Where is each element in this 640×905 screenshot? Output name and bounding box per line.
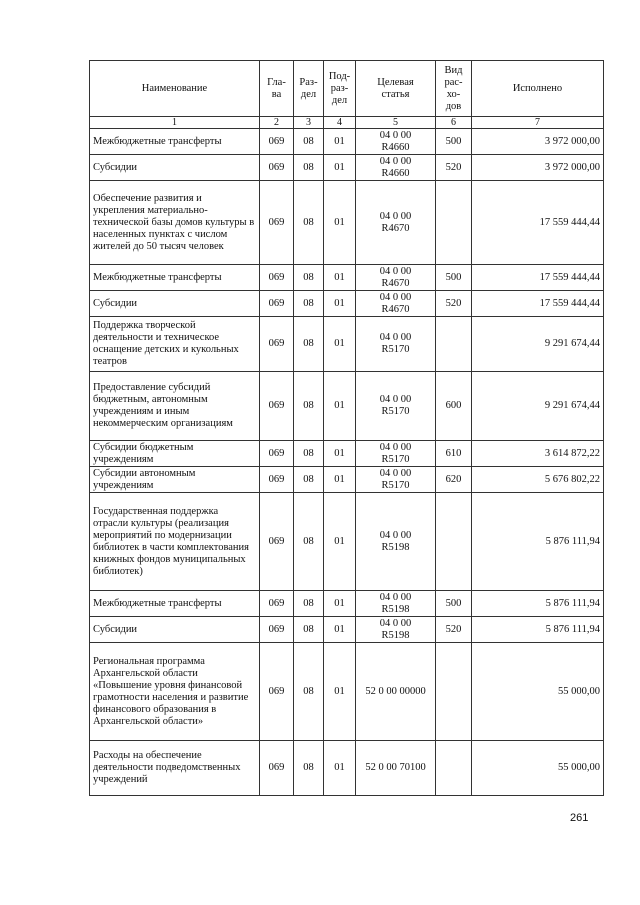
cell-vid: 500 xyxy=(436,265,472,291)
table-row xyxy=(90,372,604,441)
cell-glava: 069 xyxy=(260,265,294,291)
cell-done: 55 000,00 xyxy=(472,741,604,796)
cell-razdel: 08 xyxy=(294,467,324,493)
cell-target: 04 0 00 R5198 xyxy=(356,617,436,643)
cell-glava: 069 xyxy=(260,741,294,796)
cell-glava: 069 xyxy=(260,643,294,741)
cell-podrazdel: 01 xyxy=(324,643,356,741)
cell-vid: 500 xyxy=(436,591,472,617)
cell-done: 3 972 000,00 xyxy=(472,129,604,155)
cell-done: 5 876 111,94 xyxy=(472,493,604,591)
cell-podrazdel: 01 xyxy=(324,129,356,155)
cell-vid xyxy=(436,643,472,741)
cell-target: 52 0 00 00000 xyxy=(356,643,436,741)
cell-done: 5 676 802,22 xyxy=(472,467,604,493)
cell-done: 17 559 444,44 xyxy=(472,265,604,291)
header-name: Наименование xyxy=(90,61,260,117)
budget-table xyxy=(89,60,604,796)
index-cell: 4 xyxy=(324,117,356,129)
cell-razdel: 08 xyxy=(294,129,324,155)
cell-target: 04 0 00 R4670 xyxy=(356,265,436,291)
cell-razdel: 08 xyxy=(294,265,324,291)
cell-glava: 069 xyxy=(260,467,294,493)
cell-glava: 069 xyxy=(260,617,294,643)
cell-glava: 069 xyxy=(260,129,294,155)
cell-glava: 069 xyxy=(260,291,294,317)
cell-target: 04 0 00 R5170 xyxy=(356,317,436,372)
cell-target: 04 0 00 R5170 xyxy=(356,467,436,493)
header-done: Исполнено xyxy=(472,61,604,117)
cell-name: Субсидии бюджетным учреждениям xyxy=(90,441,260,467)
table-row xyxy=(90,265,604,291)
index-cell: 7 xyxy=(472,117,604,129)
cell-podrazdel: 01 xyxy=(324,372,356,441)
cell-razdel: 08 xyxy=(294,317,324,372)
cell-vid: 500 xyxy=(436,129,472,155)
table-row xyxy=(90,129,604,155)
index-cell: 3 xyxy=(294,117,324,129)
cell-podrazdel: 01 xyxy=(324,493,356,591)
cell-vid: 610 xyxy=(436,441,472,467)
cell-name: Обеспечение развития и укрепления материально-технической базы домов культуры в населенных пунктах с числом жителей до 50 тысяч человек xyxy=(90,181,260,265)
cell-name: Субсидии xyxy=(90,617,260,643)
table-row xyxy=(90,155,604,181)
cell-razdel: 08 xyxy=(294,493,324,591)
header-razdel: Раз- дел xyxy=(294,61,324,117)
cell-done: 17 559 444,44 xyxy=(472,291,604,317)
cell-glava: 069 xyxy=(260,372,294,441)
index-cell: 6 xyxy=(436,117,472,129)
cell-podrazdel: 01 xyxy=(324,155,356,181)
table-header xyxy=(90,61,604,129)
cell-glava: 069 xyxy=(260,155,294,181)
cell-glava: 069 xyxy=(260,441,294,467)
cell-razdel: 08 xyxy=(294,617,324,643)
cell-done: 3 972 000,00 xyxy=(472,155,604,181)
cell-razdel: 08 xyxy=(294,741,324,796)
cell-podrazdel: 01 xyxy=(324,467,356,493)
cell-vid: 520 xyxy=(436,155,472,181)
cell-podrazdel: 01 xyxy=(324,591,356,617)
cell-name: Субсидии xyxy=(90,155,260,181)
cell-name: Субсидии xyxy=(90,291,260,317)
cell-name: Межбюджетные трансферты xyxy=(90,265,260,291)
cell-razdel: 08 xyxy=(294,591,324,617)
cell-vid xyxy=(436,181,472,265)
cell-done: 9 291 674,44 xyxy=(472,317,604,372)
index-cell: 2 xyxy=(260,117,294,129)
table-row xyxy=(90,617,604,643)
cell-name: Межбюджетные трансферты xyxy=(90,591,260,617)
table-row xyxy=(90,643,604,741)
cell-name: Региональная программа Архангельской области «Повышение уровня финансовой грамотности населения и развитие финансового образования в Архангельской области» xyxy=(90,643,260,741)
cell-done: 5 876 111,94 xyxy=(472,591,604,617)
cell-razdel: 08 xyxy=(294,441,324,467)
index-cell: 5 xyxy=(356,117,436,129)
cell-podrazdel: 01 xyxy=(324,741,356,796)
cell-name: Субсидии автономным учреждениям xyxy=(90,467,260,493)
cell-target: 04 0 00 R5198 xyxy=(356,591,436,617)
cell-razdel: 08 xyxy=(294,643,324,741)
table-body xyxy=(90,129,604,796)
cell-target: 52 0 00 70100 xyxy=(356,741,436,796)
cell-glava: 069 xyxy=(260,317,294,372)
cell-vid: 620 xyxy=(436,467,472,493)
cell-glava: 069 xyxy=(260,181,294,265)
cell-razdel: 08 xyxy=(294,372,324,441)
cell-target: 04 0 00 R4660 xyxy=(356,155,436,181)
table-row xyxy=(90,741,604,796)
table-row xyxy=(90,441,604,467)
cell-vid xyxy=(436,493,472,591)
cell-name: Государственная поддержка отрасли культуры (реализация мероприятий по модернизации библиотек в части комплектования книжных фондов муниципальных библиотек) xyxy=(90,493,260,591)
cell-glava: 069 xyxy=(260,591,294,617)
cell-podrazdel: 01 xyxy=(324,317,356,372)
cell-podrazdel: 01 xyxy=(324,265,356,291)
cell-done: 9 291 674,44 xyxy=(472,372,604,441)
cell-target: 04 0 00 R5170 xyxy=(356,372,436,441)
cell-glava: 069 xyxy=(260,493,294,591)
cell-name: Предоставление субсидий бюджетным, автономным учреждениям и иным некоммерческим организациям xyxy=(90,372,260,441)
table-row xyxy=(90,317,604,372)
cell-razdel: 08 xyxy=(294,291,324,317)
cell-name: Межбюджетные трансферты xyxy=(90,129,260,155)
table-row xyxy=(90,493,604,591)
cell-vid xyxy=(436,317,472,372)
cell-razdel: 08 xyxy=(294,155,324,181)
cell-target: 04 0 00 R4670 xyxy=(356,181,436,265)
cell-vid: 600 xyxy=(436,372,472,441)
cell-vid: 520 xyxy=(436,617,472,643)
cell-razdel: 08 xyxy=(294,181,324,265)
header-vid: Вид рас- хо- дов xyxy=(436,61,472,117)
cell-target: 04 0 00 R5198 xyxy=(356,493,436,591)
cell-target: 04 0 00 R4660 xyxy=(356,129,436,155)
cell-podrazdel: 01 xyxy=(324,181,356,265)
cell-target: 04 0 00 R5170 xyxy=(356,441,436,467)
cell-done: 17 559 444,44 xyxy=(472,181,604,265)
cell-target: 04 0 00 R4670 xyxy=(356,291,436,317)
header-target: Целевая статья xyxy=(356,61,436,117)
cell-name: Расходы на обеспечение деятельности подведомственных учреждений xyxy=(90,741,260,796)
cell-done: 5 876 111,94 xyxy=(472,617,604,643)
index-cell: 1 xyxy=(90,117,260,129)
cell-done: 3 614 872,22 xyxy=(472,441,604,467)
table-row xyxy=(90,467,604,493)
cell-done: 55 000,00 xyxy=(472,643,604,741)
cell-podrazdel: 01 xyxy=(324,291,356,317)
header-podrazdel: Под- раз- дел xyxy=(324,61,356,117)
table-row xyxy=(90,291,604,317)
header-glava: Гла- ва xyxy=(260,61,294,117)
page-number: 261 xyxy=(570,812,589,824)
cell-vid: 520 xyxy=(436,291,472,317)
index-row xyxy=(90,117,604,129)
table-row xyxy=(90,181,604,265)
cell-podrazdel: 01 xyxy=(324,617,356,643)
table-row xyxy=(90,591,604,617)
cell-name: Поддержка творческой деятельности и техническое оснащение детских и кукольных театров xyxy=(90,317,260,372)
cell-vid xyxy=(436,741,472,796)
cell-podrazdel: 01 xyxy=(324,441,356,467)
